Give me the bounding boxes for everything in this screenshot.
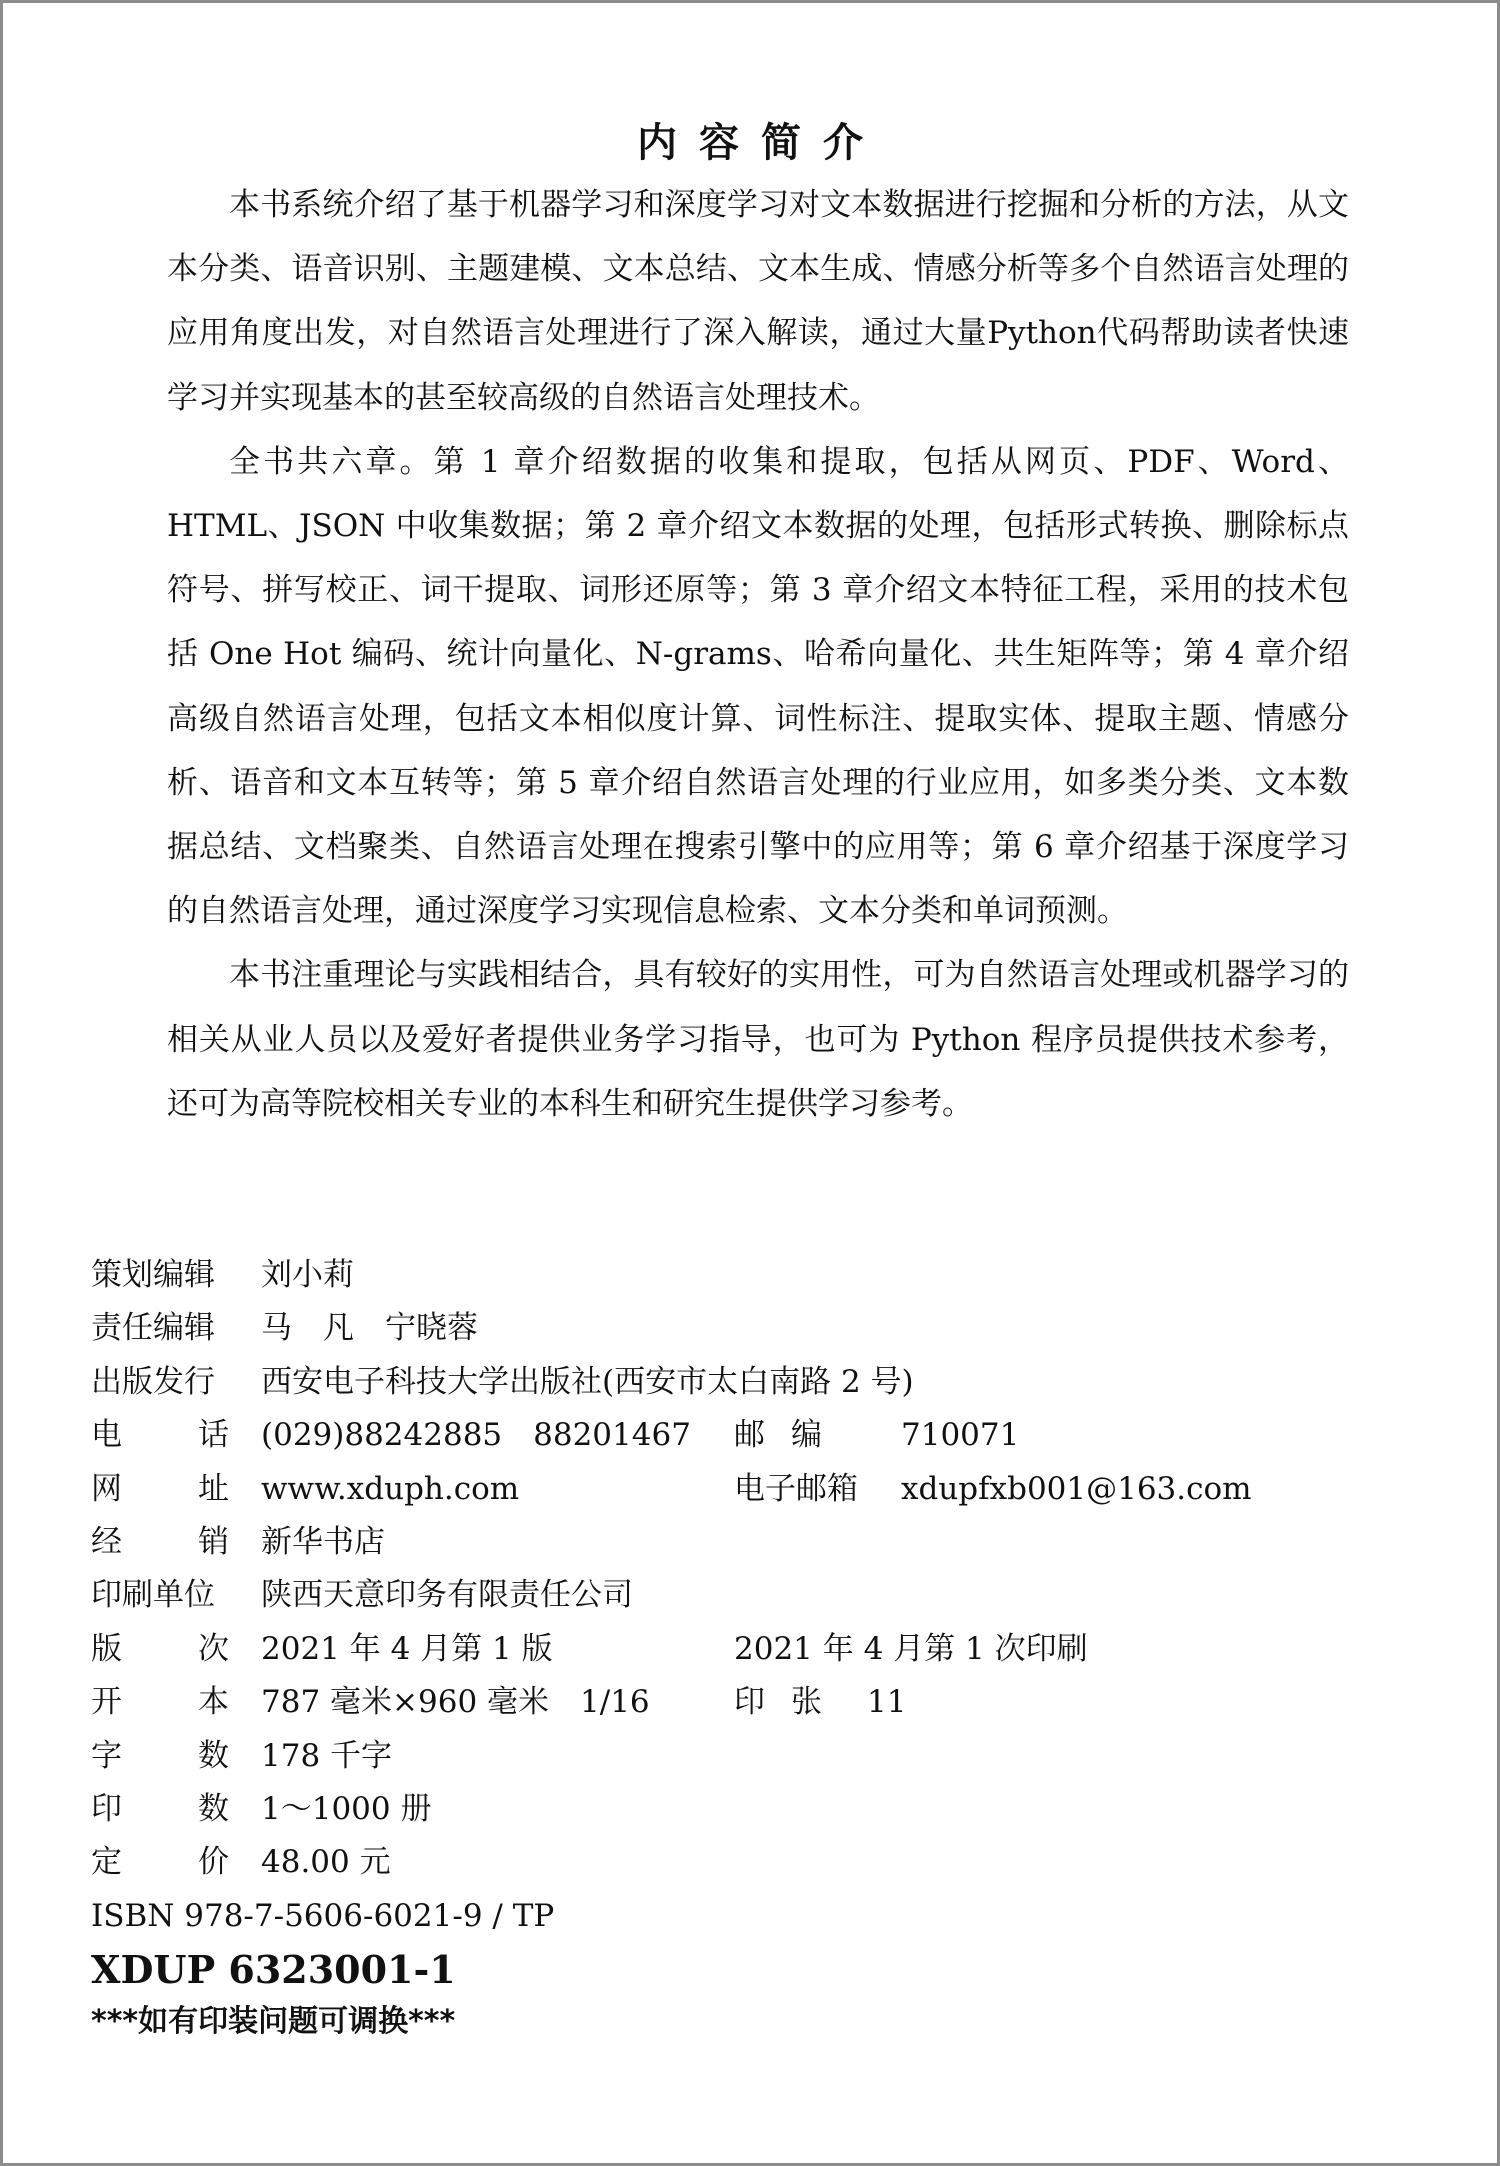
- distributor-value: 新华书店: [261, 1523, 385, 1560]
- edition-value: 2021 年 4 月第 1 版: [261, 1630, 553, 1667]
- print-run-label: 印数: [91, 1790, 229, 1827]
- sheets-value: 11: [867, 1684, 907, 1721]
- phone-value: (029)88242885 88201467: [261, 1417, 691, 1454]
- word-count-label: 字数: [91, 1737, 229, 1774]
- sheets-label: 印张: [734, 1684, 822, 1721]
- responsible-editor-label: 责任编辑: [91, 1310, 215, 1347]
- print-run-value: 1～1000 册: [261, 1790, 432, 1827]
- publisher-label: 出版发行: [91, 1363, 215, 1400]
- credit-row-print-run: [91, 1783, 1391, 1836]
- credit-row-planning-editor: [91, 1249, 1391, 1302]
- credit-row-format: [91, 1676, 1391, 1729]
- intro-paragraph-3: 本书注重理论与实践相结合，具有较好的实用性，可为自然语言处理或机器学习的相关从业人员以及爱好者提供业务学习指导，也可为 Python 程序员提供技术参考，还可为高等院校相关专业的本科生和研究生提供学习参考。: [167, 957, 1349, 1122]
- credit-row-publisher: [91, 1356, 1391, 1409]
- credit-row-phone: [91, 1409, 1391, 1462]
- publisher-value: 西安电子科技大学出版社(西安市太白南路 2 号): [261, 1363, 914, 1400]
- price-label: 定价: [91, 1844, 229, 1881]
- printer-label: 印刷单位: [91, 1577, 215, 1614]
- page-title: 内容简介: [637, 119, 885, 166]
- postcode-value: 710071: [901, 1417, 1020, 1454]
- credits-block: [91, 1249, 1391, 2047]
- credit-row-responsible-editor: [91, 1302, 1391, 1355]
- format-label: 开本: [91, 1684, 229, 1721]
- email-value: xdupfxb001@163.com: [901, 1470, 1252, 1507]
- replacement-notice: ***如有印装问题可调换***: [91, 2004, 456, 2040]
- printer-value: 陕西天意印务有限责任公司: [261, 1577, 633, 1614]
- credit-row-distributor: [91, 1516, 1391, 1569]
- website-label: 网址: [91, 1470, 229, 1507]
- credit-row-website: [91, 1463, 1391, 1516]
- phone-label: 电话: [91, 1417, 229, 1454]
- isbn-line: ISBN 978-7-5606-6021-9 / TP: [91, 1897, 555, 1934]
- planning-editor-label: 策划编辑: [91, 1257, 215, 1293]
- email-label: 电子邮箱: [734, 1470, 858, 1507]
- planning-editor-value: 刘小莉: [261, 1257, 354, 1293]
- printing-value: 2021 年 4 月第 1 次印刷: [734, 1630, 1088, 1667]
- website-value: www.xduph.com: [261, 1470, 520, 1507]
- book-introduction: [167, 173, 1349, 1136]
- price-value: 48.00 元: [261, 1844, 391, 1881]
- distributor-label: 经销: [91, 1523, 229, 1560]
- credit-row-word-count: [91, 1730, 1391, 1783]
- intro-paragraph-2: 全书共六章。第 1 章介绍数据的收集和提取，包括从网页、PDF、Word、HTML、JSON 中收集数据；第 2 章介绍文本数据的处理，包括形式转换、删除标点符号、拼写校正、词干提取、词形还原等；第 3 章介绍文本特征工程，采用的技术包括 One Hot 编码、统计向量化、N-grams、哈希向量化、共生矩阵等；第 4 章介绍高级自然语言处理，包括文本相似度计算、词性标注、提取实体、提取主题、情感分析、语音和文本互转等；第 5 章介绍自然语言处理的行业应用，如多类分类、文本数据总结、文档聚类、自然语言处理在搜索引擎中的应用等；第 6 章介绍基于深度学习的自然语言处理，通过深度学习实现信息检索、文本分类和单词预测。: [167, 443, 1349, 930]
- credit-row-edition: [91, 1623, 1391, 1676]
- xdup-code: XDUP 6323001-1: [91, 1947, 456, 1993]
- word-count-value: 178 千字: [261, 1737, 393, 1774]
- credit-row-price: [91, 1836, 1391, 1889]
- postcode-label: 邮编: [734, 1417, 822, 1454]
- responsible-editor-value: 马 凡 宁晓蓉: [261, 1310, 478, 1347]
- format-value: 787 毫米×960 毫米 1/16: [261, 1684, 650, 1721]
- intro-paragraph-1: 本书系统介绍了基于机器学习和深度学习对文本数据进行挖掘和分析的方法，从文本分类、语音识别、主题建模、文本总结、文本生成、情感分析等多个自然语言处理的应用角度出发，对自然语言处理进行了深入解读，通过大量Python代码帮助读者快速学习并实现基本的甚至较高级的自然语言处理技术。: [167, 187, 1349, 416]
- credit-row-printer: [91, 1569, 1391, 1622]
- edition-label: 版次: [91, 1630, 229, 1667]
